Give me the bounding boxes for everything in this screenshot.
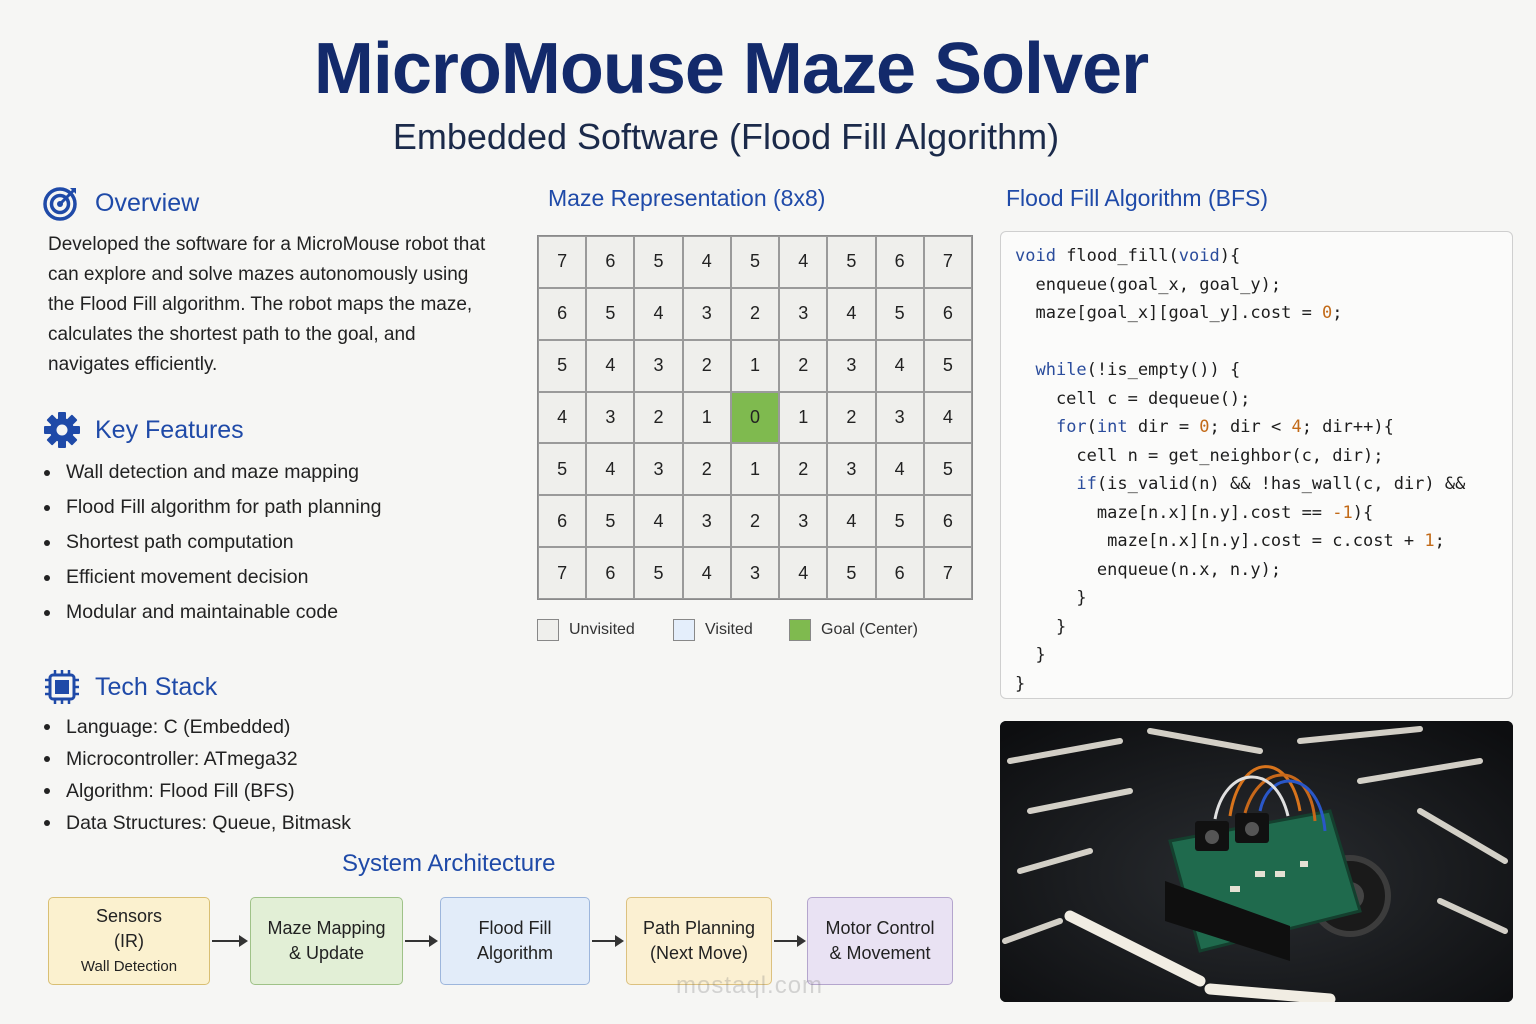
legend-label: Visited [705, 621, 753, 638]
arch-block-line2: (IR) [114, 930, 144, 951]
legend-swatch-visited [673, 619, 695, 641]
arch-block-line1: Sensors [95, 905, 163, 926]
maze-cell: 6 [586, 236, 634, 288]
arch-block-motor-control [807, 897, 953, 985]
page-title: MicroMouse Maze Solver [313, 29, 1149, 109]
arch-block-sensors [48, 897, 210, 985]
maze-cell: 2 [779, 340, 827, 392]
maze-cell: 2 [731, 495, 779, 547]
maze-cell: 3 [876, 392, 924, 444]
maze-cell: 1 [731, 443, 779, 495]
code-line: } [1015, 673, 1026, 694]
maze-cell: 4 [634, 495, 682, 547]
maze-goal-cell: 0 [731, 392, 779, 444]
arch-block-line2: Algorithm [476, 943, 554, 963]
code-line: for(int dir = 0; dir < 4; dir++){ [1055, 417, 1394, 437]
maze-cell: 5 [586, 495, 634, 547]
overview-heading-label: Overview [95, 188, 200, 217]
arch-block-line2: & Update [288, 943, 365, 963]
arrow-icon [212, 940, 246, 942]
maze-grid [537, 235, 973, 600]
tech-heading [43, 668, 217, 706]
architecture-heading: System Architecture [342, 850, 556, 877]
list-item: Modular and maintainable code [44, 595, 381, 630]
target-icon [43, 184, 81, 222]
legend-swatch-unvisited [537, 619, 559, 641]
maze-cell: 4 [876, 443, 924, 495]
code-line: cell c = dequeue(); [1015, 388, 1251, 409]
code-line: } [1015, 645, 1046, 665]
maze-cell: 3 [634, 443, 682, 495]
maze-cell: 3 [634, 340, 682, 392]
maze-cell: 2 [683, 443, 731, 495]
code-line: maze[n.x][n.y].cost = c.cost + 1; [1015, 531, 1445, 551]
maze-cell: 5 [827, 547, 875, 599]
list-item: Microcontroller: ATmega32 [44, 743, 351, 775]
maze-cell: 4 [586, 340, 634, 392]
maze-cell: 3 [731, 547, 779, 599]
maze-cell: 6 [876, 236, 924, 288]
algorithm-heading: Flood Fill Algorithm (BFS) [1006, 185, 1269, 211]
maze-cell: 3 [779, 495, 827, 547]
code-line: void flood_fill(void){ [1015, 246, 1241, 266]
maze-cell: 6 [538, 495, 586, 547]
maze-cell: 5 [876, 495, 924, 547]
arrow-icon [405, 940, 436, 942]
features-heading [43, 411, 244, 449]
maze-cell: 2 [634, 392, 682, 444]
maze-cell: 5 [586, 288, 634, 340]
code-block [1000, 231, 1513, 699]
maze-cell: 2 [827, 392, 875, 444]
legend-goal [789, 619, 918, 641]
maze-cell: 5 [827, 236, 875, 288]
maze-cell: 5 [731, 236, 779, 288]
maze-cell: 1 [683, 392, 731, 444]
maze-cell: 3 [586, 392, 634, 444]
maze-cell: 4 [634, 288, 682, 340]
page-subtitle: Embedded Software (Flood Fill Algorithm) [392, 116, 1060, 157]
arch-block-line2: & Movement [829, 943, 931, 963]
arch-block-line1: Motor Control [825, 918, 935, 938]
maze-cell: 2 [683, 340, 731, 392]
gear-icon [43, 411, 81, 449]
code-line: if(is_valid(n) && !has_wall(c, dir) && [1076, 474, 1466, 494]
legend-unvisited [537, 619, 635, 641]
legend-visited [673, 619, 753, 641]
watermark: mostaql.com [676, 972, 824, 999]
maze-cell: 4 [538, 392, 586, 444]
legend-label: Goal (Center) [821, 621, 918, 638]
maze-cell: 5 [876, 288, 924, 340]
maze-cell: 5 [924, 340, 972, 392]
code-line: cell n = get_neighbor(c, dir); [1015, 445, 1384, 466]
maze-cell: 3 [827, 340, 875, 392]
maze-cell: 4 [683, 236, 731, 288]
maze-cell: 4 [827, 288, 875, 340]
maze-cell: 7 [924, 236, 972, 288]
maze-cell: 4 [827, 495, 875, 547]
list-item: Shortest path computation [44, 525, 381, 560]
maze-cell: 6 [924, 495, 972, 547]
maze-cell: 4 [924, 392, 972, 444]
maze-heading: Maze Representation (8x8) [548, 185, 826, 211]
maze-cell: 7 [538, 236, 586, 288]
maze-cell: 3 [683, 288, 731, 340]
maze-cell: 6 [586, 547, 634, 599]
tech-heading-label: Tech Stack [95, 672, 218, 701]
code-line: maze[goal_x][goal_y].cost = 0; [1015, 303, 1343, 323]
maze-cell: 5 [538, 443, 586, 495]
maze-cell: 5 [924, 443, 972, 495]
arch-block-line1: Maze Mapping [267, 918, 386, 938]
code-line: enqueue(n.x, n.y); [1015, 559, 1282, 580]
maze-cell: 5 [634, 547, 682, 599]
legend-label: Unvisited [569, 621, 635, 638]
arch-block-line1: Path Planning [642, 918, 756, 938]
maze-cell: 3 [827, 443, 875, 495]
maze-cell: 1 [731, 340, 779, 392]
code-line: } [1015, 588, 1087, 608]
maze-cell: 3 [779, 288, 827, 340]
legend-swatch-goal [789, 619, 811, 641]
maze-cell: 5 [538, 340, 586, 392]
arrow-icon [774, 940, 804, 942]
maze-cell: 4 [683, 547, 731, 599]
code-line: while(!is_empty()) { [1035, 360, 1241, 380]
maze-cell: 4 [779, 547, 827, 599]
list-item: Efficient movement decision [44, 560, 381, 595]
code-line: enqueue(goal_x, goal_y); [1015, 274, 1282, 295]
arrow-icon [592, 940, 622, 942]
features-heading-label: Key Features [95, 415, 244, 444]
maze-cell: 6 [538, 288, 586, 340]
list-item: Algorithm: Flood Fill (BFS) [44, 775, 351, 807]
maze-cell: 4 [876, 340, 924, 392]
maze-cell: 4 [779, 236, 827, 288]
maze-cell: 5 [634, 236, 682, 288]
arch-block-floodfill [440, 897, 590, 985]
arch-block-mapping [250, 897, 403, 985]
maze-cell: 3 [683, 495, 731, 547]
arch-block-line3: Wall Detection [80, 957, 178, 975]
code-line: maze[n.x][n.y].cost == -1){ [1015, 502, 1374, 523]
features-list [44, 455, 381, 630]
list-item: Flood Fill algorithm for path planning [44, 490, 381, 525]
chip-icon [43, 668, 81, 706]
list-item: Data Structures: Queue, Bitmask [44, 807, 351, 839]
list-item: Wall detection and maze mapping [44, 455, 381, 490]
arch-block-line2: (Next Move) [649, 943, 748, 963]
maze-cell: 1 [779, 392, 827, 444]
code-line: } [1015, 616, 1067, 637]
maze-cell: 7 [924, 547, 972, 599]
arch-block-line1: Flood Fill [478, 918, 552, 938]
overview-heading [43, 184, 199, 222]
overview-text: Developed the software for a MicroMouse robot that can explore and solve mazes autonomously using the Flood Fill algorithm. The robot maps the maze, calculates the shortest path to the goal, and navigates efficiently. [48, 234, 486, 375]
robot-photo [1000, 721, 1513, 1002]
maze-cell: 2 [731, 288, 779, 340]
maze-cell: 7 [538, 547, 586, 599]
maze-cell: 6 [876, 547, 924, 599]
list-item: Language: C (Embedded) [44, 711, 351, 743]
maze-cell: 4 [586, 443, 634, 495]
tech-list [44, 711, 351, 839]
maze-cell: 6 [924, 288, 972, 340]
maze-cell: 2 [779, 443, 827, 495]
